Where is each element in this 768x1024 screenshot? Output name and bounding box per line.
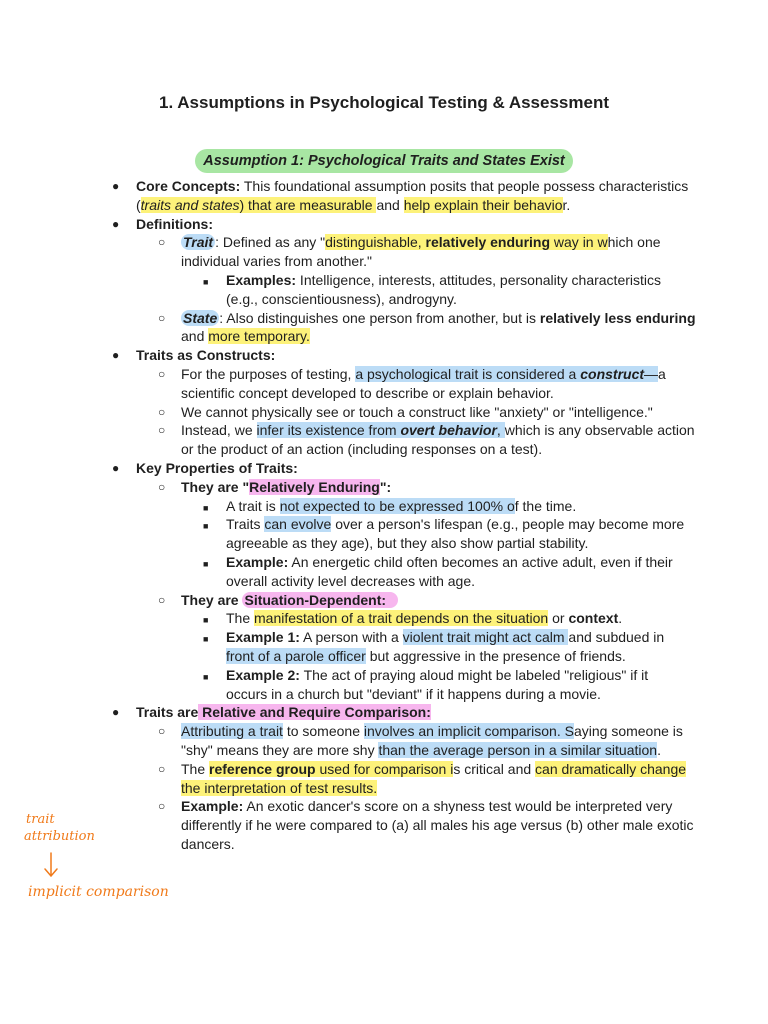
highlight-yellow: more temporary. [208, 328, 310, 345]
list-item-can-evolve [0, 515, 768, 553]
text: hich one individual varies from another." [181, 234, 661, 270]
text: The act of praying aloud might be labeled "religious" if it occurs in a church but "deviant" if it happens during a movie. [226, 666, 649, 702]
item-label: Traits as Constructs: [136, 347, 276, 364]
highlight-blue: than the average person in a similar situation [378, 741, 658, 758]
highlight-blue: Attributing a trait [181, 723, 283, 740]
text: For the purposes of testing, [181, 365, 356, 382]
bullet-icon: ○ [158, 366, 166, 381]
highlight-yellow: manifestation of a trait depends on the situation [254, 610, 549, 627]
highlight-blue: can evolve [264, 516, 332, 533]
list-item-example-child [0, 553, 768, 591]
page-title: 1. Assumptions in Psychological Testing & Assessment [159, 93, 609, 112]
highlight-yellow: can dramatically change the interpretation of test results. [181, 760, 687, 796]
text: A trait is [226, 497, 280, 514]
highlight-pink: Relatively Enduring [249, 478, 380, 495]
text: The [181, 760, 210, 777]
text: They are " [181, 478, 250, 495]
highlight-blue: not expected to be expressed 100% o [279, 497, 515, 514]
highlight-yellow: help explain their behavio [403, 196, 563, 213]
bullet-icon: ■ [203, 671, 209, 682]
text: but aggressive in the presence of friends. [365, 647, 626, 664]
list-item-relatively-enduring [0, 478, 768, 497]
text: ) that are measurable [239, 196, 377, 213]
text: r. [562, 196, 571, 213]
text: ": [379, 478, 392, 495]
list-item-exotic-dancer [0, 797, 768, 853]
list-item-state [0, 309, 768, 347]
bullet-icon: ■ [203, 502, 209, 513]
text: reference group [209, 760, 316, 777]
list-item-attributing [0, 722, 768, 760]
text: relatively less enduring [539, 309, 696, 326]
text: : Defined as any " [215, 234, 326, 251]
list-item-constructs [0, 346, 768, 365]
text: Intelligence, interests, attitudes, personality characteristics (e.g., conscientiousness), androgyny. [226, 271, 661, 307]
bullet-icon: ○ [158, 479, 166, 494]
section-heading: Assumption 1: Psychological Traits and States Exist [195, 149, 573, 173]
list-item-key-properties [0, 459, 768, 478]
list-item-trait [0, 233, 768, 271]
bullet-icon: ○ [158, 799, 166, 814]
text: An exotic dancer's score on a shyness test would be interpreted very differently if he were compared to (a) all males his age versus (b) other male exotic dancers. [181, 798, 694, 852]
list-item-construct-infer [0, 421, 768, 459]
item-label: Example: [226, 553, 289, 570]
text: used for comparison i [315, 760, 454, 777]
highlight-yellow [209, 761, 453, 777]
item-label: Core Concepts: [136, 178, 241, 194]
highlight-yellow [325, 234, 607, 250]
bullet-icon: ■ [203, 615, 209, 626]
text: s critical and [453, 760, 536, 777]
text: way in w [550, 234, 608, 251]
item-label: Examples: [226, 271, 297, 288]
text: Instead, we [181, 422, 257, 439]
bullet-icon: ○ [158, 404, 166, 419]
bullet-icon: ■ [203, 558, 209, 569]
bullet-icon: ○ [158, 761, 166, 776]
down-arrow-icon [41, 851, 61, 881]
highlight-blue [355, 366, 658, 382]
text: This foundational assumption posits that people possess characteristics ( [136, 178, 689, 213]
text: a scientific concept developed to describe or explain behavior. [181, 365, 666, 401]
text: which is any observable action or the product of an action (including responses on a test). [181, 422, 695, 458]
text: They are [181, 591, 243, 608]
bullet-icon: ■ [203, 521, 209, 532]
list-item-definitions [0, 215, 768, 234]
list-item-not-100 [0, 497, 768, 516]
text: Traits are [136, 704, 199, 721]
bullet-icon: ○ [158, 724, 166, 739]
text: or [548, 610, 569, 627]
text: A person with a [299, 629, 403, 646]
text: and [376, 196, 404, 213]
notes-content [0, 177, 768, 854]
highlight-blue: front of a parole officer [226, 647, 366, 664]
text: overt behavior [400, 422, 497, 439]
text: distinguishable, [325, 234, 426, 251]
bullet-icon: ● [112, 348, 120, 363]
term-state: State [183, 309, 218, 326]
text: infer its existence from [256, 422, 401, 439]
text: : Also distinguishes one person from another, but is [219, 309, 540, 326]
item-label: Key Properties of Traits: [136, 459, 298, 476]
text: . [657, 741, 661, 758]
text: — [644, 365, 659, 382]
highlight-blue: involves an implicit comparison. S [363, 723, 574, 740]
text: relatively enduring [425, 234, 551, 251]
text: . [618, 610, 623, 627]
text: a psychological trait is considered a [355, 365, 581, 382]
list-item-construct-def [0, 365, 768, 403]
text: and [181, 328, 209, 345]
list-item-example-1 [0, 628, 768, 666]
handwritten-note-implicit-comparison: implicit comparison [28, 884, 169, 900]
bullet-icon: ■ [203, 276, 209, 287]
text: aying someone is "shy" means they are more shy [181, 723, 683, 758]
handwritten-note-trait: trait [26, 812, 55, 827]
bullet-icon: ○ [158, 592, 166, 607]
highlight-blue [257, 422, 505, 438]
text: The [226, 610, 255, 627]
text: f the time. [514, 497, 577, 514]
text: We cannot physically see or touch a construct like "anxiety" or "intelligence." [181, 403, 653, 420]
text: context [568, 610, 619, 627]
bullet-icon: ● [112, 705, 120, 720]
bullet-icon: ○ [158, 235, 166, 250]
item-label: Definitions: [136, 215, 213, 232]
bullet-icon: ■ [203, 634, 209, 645]
item-label: Example 2: [226, 666, 300, 683]
list-item-reference-group [0, 760, 768, 798]
list-item-situation-dependent [0, 591, 768, 610]
list-item-core-concepts [0, 177, 768, 215]
text: , [496, 422, 505, 439]
list-item-example-2 [0, 666, 768, 704]
highlight-pink: Situation-Dependent: [242, 592, 398, 608]
bullet-icon: ● [112, 179, 120, 193]
item-label: Example 1: [226, 629, 300, 646]
bullet-icon: ○ [158, 423, 166, 438]
list-item-construct-see [0, 403, 768, 422]
bullet-icon: ○ [158, 310, 166, 325]
list-item-examples [0, 271, 768, 309]
list-item-manifestation [0, 609, 768, 628]
highlight-pink: Relative and Require Comparison: [198, 704, 431, 721]
text: over a person's lifespan (e.g., people may become more agreeable as they age), but they also show partial stability. [226, 516, 685, 552]
text: An energetic child often becomes an active adult, even if their overall activity level decreases with age. [226, 553, 673, 589]
text: and subdued in [568, 629, 665, 646]
highlight-yellow [141, 197, 377, 213]
highlight-blue: violent trait might act calm [402, 629, 569, 646]
list-item-relative [0, 703, 768, 722]
bullet-icon: ● [112, 216, 120, 231]
text: construct [580, 365, 645, 382]
text: Traits [226, 516, 265, 533]
text: traits and states [140, 196, 240, 213]
handwritten-note-attribution: attribution [24, 829, 95, 844]
section-heading-wrap [0, 149, 768, 173]
term-trait: Trait [183, 234, 214, 251]
bullet-icon: ● [112, 460, 120, 475]
item-label: Example: [181, 798, 244, 815]
text: to someone [282, 723, 364, 740]
